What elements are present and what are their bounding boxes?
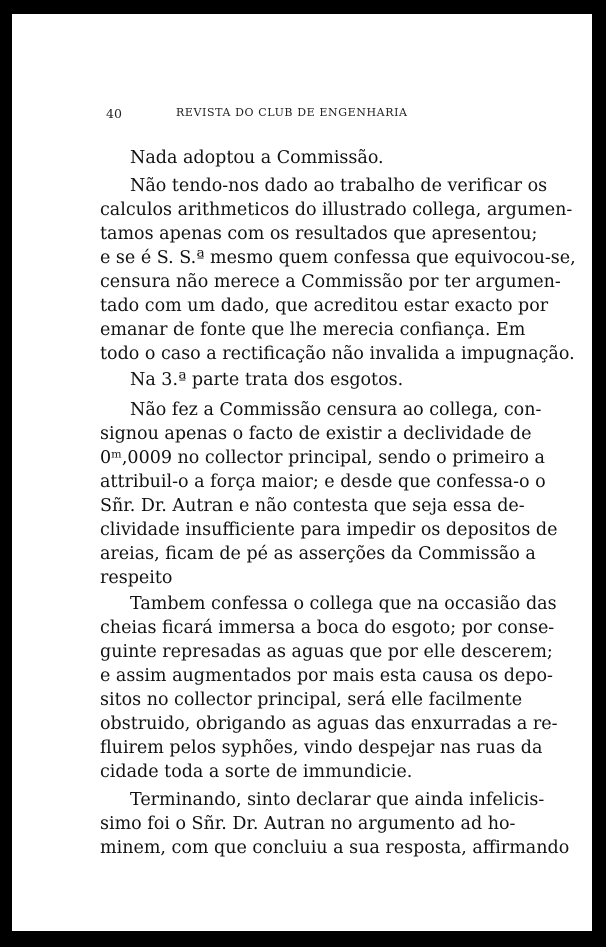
text-line: todo o caso a rectificação não invalida a impugnação. <box>100 344 575 364</box>
text-line: e se é S. S.ª mesmo quem confessa que equivocou-se, <box>100 248 576 268</box>
text-line: signou apenas o facto de existir a declividade de <box>100 424 532 444</box>
text-line: Terminando, sinto declarar que ainda infelicis- <box>130 790 545 810</box>
text-line: Nada adoptou a Commissão. <box>130 148 384 168</box>
text-line: clividade insufficiente para impedir os depositos de <box>100 520 558 540</box>
text-line: Na 3.ª parte trata dos esgotos. <box>130 370 404 390</box>
page-number: 40 <box>106 106 122 121</box>
text-line: Não fez a Commissão censura ao collega, con- <box>130 400 542 420</box>
text-line: areias, ficam de pé as asserções da Commissão a <box>100 544 536 564</box>
text-line: tado com um dado, que acreditou estar exacto por <box>100 296 549 316</box>
text-line: guinte represadas as aguas que por elle descerem; <box>100 642 553 662</box>
page-header <box>106 106 516 124</box>
text-line: minem, com que concluiu a sua resposta, affirmando <box>100 838 570 858</box>
text-line: Não tendo-nos dado ao trabalho de verificar os <box>130 176 548 196</box>
text-line: fluirem pelos syphões, vindo despejar nas ruas da <box>100 738 543 758</box>
running-title: REVISTA DO CLUB DE ENGENHARIA <box>176 106 408 119</box>
text-line: attribuil-o a força maior; e desde que confessa-o o <box>100 472 546 492</box>
text-line: cidade toda a sorte de immundicie. <box>100 762 413 782</box>
text-line: respeito <box>100 568 173 588</box>
text-line: censura não merece a Commissão por ter argumen- <box>100 272 561 292</box>
text-line: calculos arithmeticos do illustrado collega, argumen- <box>100 200 573 220</box>
text-line: tamos apenas com os resultados que apresentou; <box>100 224 538 244</box>
text-line: emanar de fonte que lhe merecia confiança. Em <box>100 320 526 340</box>
text-line: simo foi o Sñr. Dr. Autran no argumento ad ho- <box>100 814 516 834</box>
text-line: Sñr. Dr. Autran e não contesta que seja essa de- <box>100 496 525 516</box>
text-line: e assim augmentados por mais esta causa os depo- <box>100 666 553 686</box>
text-line: cheias ficará immersa a boca do esgoto; por conse- <box>100 618 555 638</box>
text-line: obstruido, obrigando as aguas das enxurradas a re- <box>100 714 558 734</box>
text-line: sitos no collector principal, será elle facilmente <box>100 690 523 710</box>
text-line: 0ᵐ,0009 no collector principal, sendo o primeiro a <box>100 448 545 468</box>
text-line: Tambem confessa o collega que na occasião das <box>130 594 557 614</box>
